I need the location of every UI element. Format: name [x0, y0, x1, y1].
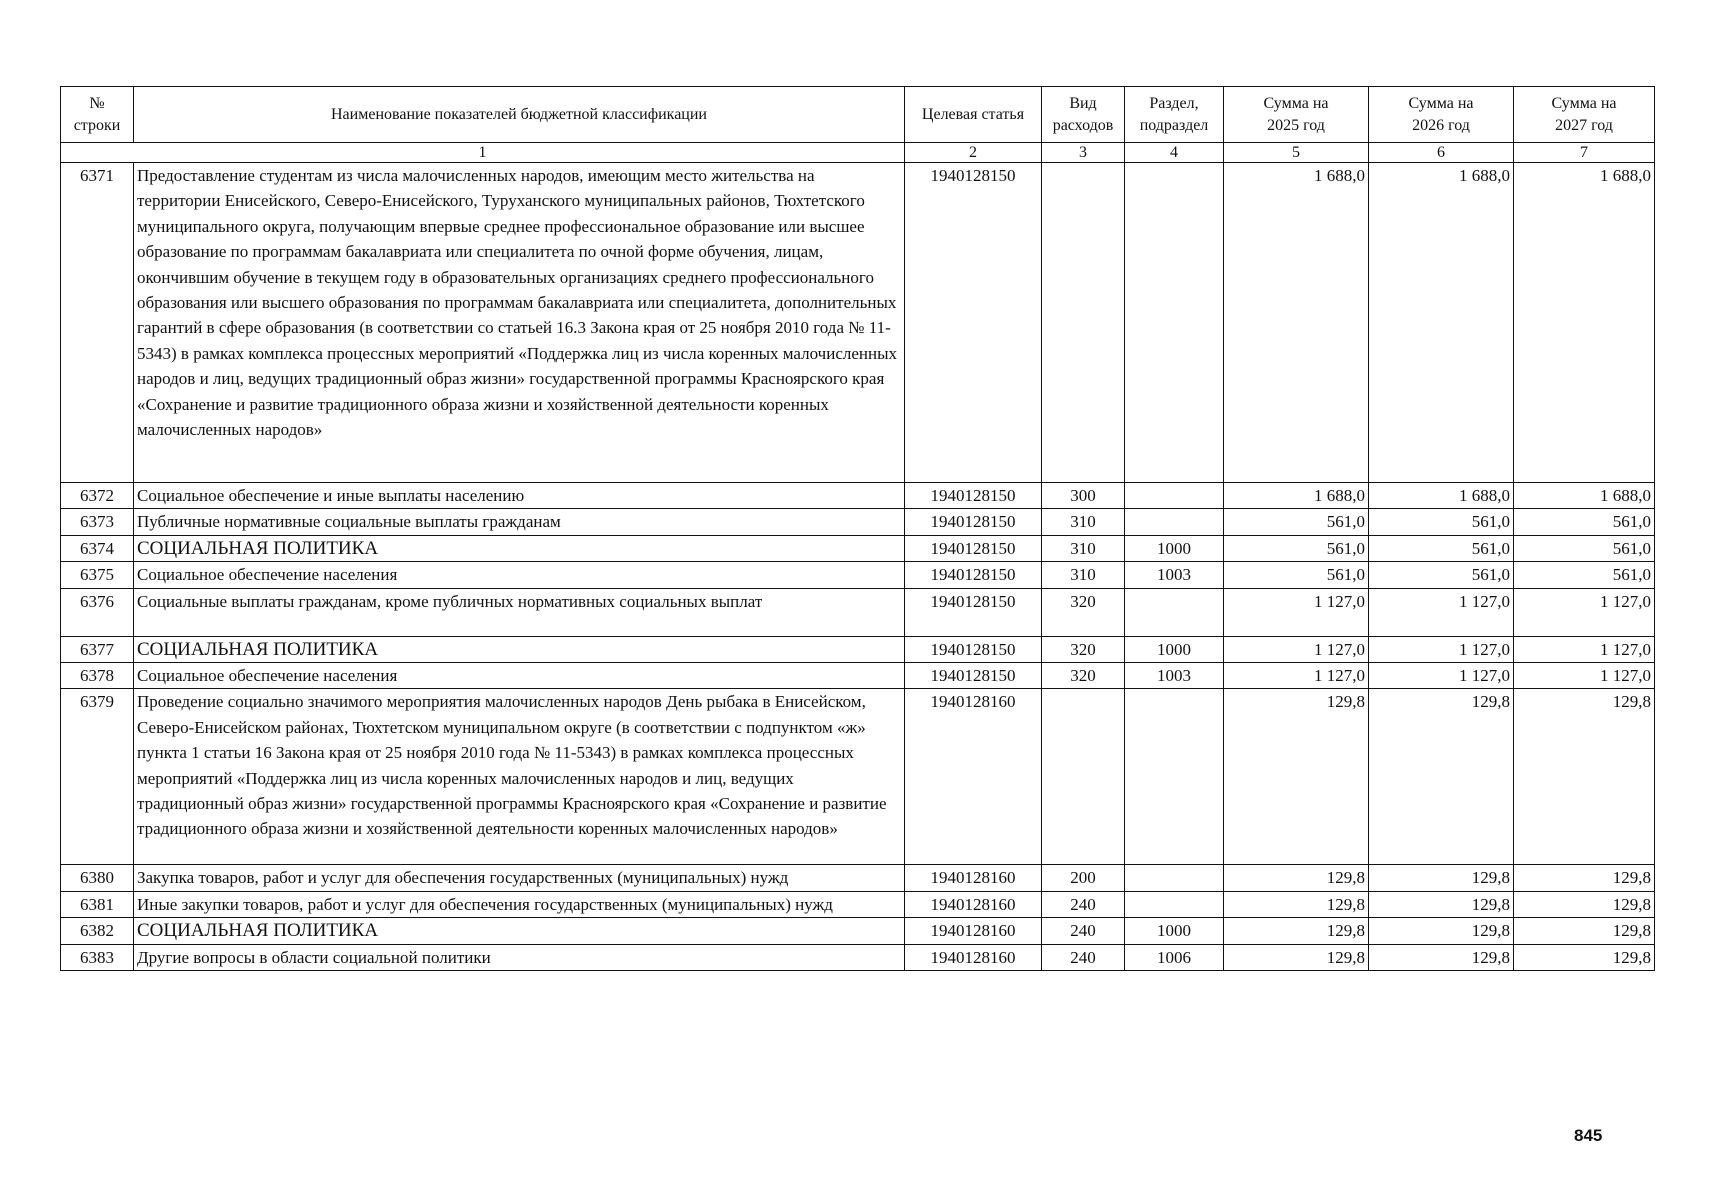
row-target: 1940128160 — [905, 865, 1042, 891]
row-sum-2026: 1 688,0 — [1369, 163, 1514, 483]
row-sum-2027: 129,8 — [1514, 918, 1655, 944]
header-expense-type: Вид расходов — [1042, 87, 1125, 143]
header-sum-2027: Сумма на 2027 год — [1514, 87, 1655, 143]
row-expense-type — [1042, 689, 1125, 865]
row-sum-2027: 1 127,0 — [1514, 663, 1655, 689]
row-sum-2026: 129,8 — [1369, 944, 1514, 970]
table-row — [61, 891, 1655, 917]
table-row — [61, 163, 1655, 483]
row-target: 1940128150 — [905, 163, 1042, 483]
row-expense-type: 320 — [1042, 663, 1125, 689]
col-number: 3 — [1042, 143, 1125, 163]
table-row — [61, 689, 1655, 865]
col-number: 6 — [1369, 143, 1514, 163]
row-sum-2027: 561,0 — [1514, 535, 1655, 561]
header-section: Раздел, подраздел — [1125, 87, 1224, 143]
row-name: Иные закупки товаров, работ и услуг для обеспечения государственных (муниципальных) нужд — [134, 891, 905, 917]
row-target: 1940128160 — [905, 891, 1042, 917]
row-name: Публичные нормативные социальные выплаты гражданам — [134, 509, 905, 535]
row-sum-2026: 561,0 — [1369, 535, 1514, 561]
row-sum-2027: 1 688,0 — [1514, 483, 1655, 509]
row-expense-type: 200 — [1042, 865, 1125, 891]
header-sum-2025: Сумма на 2025 год — [1224, 87, 1369, 143]
row-sum-2025: 129,8 — [1224, 865, 1369, 891]
row-section — [1125, 509, 1224, 535]
row-number: 6381 — [61, 891, 134, 917]
row-section: 1006 — [1125, 944, 1224, 970]
row-expense-type: 310 — [1042, 562, 1125, 588]
row-target: 1940128160 — [905, 918, 1042, 944]
row-target: 1940128160 — [905, 944, 1042, 970]
row-name: Предоставление студентам из числа малочисленных народов, имеющим место жительства на территории Енисейского, Северо-Енисейского, Туруханского муниципальных районов, Тюхтетского муниципального округа, получающим впервые среднее профессиональное образование или высшее образование по программам бакалавриата или специалитета по очной форме обучения, лицам, окончившим обучение в текущем году в образовательных организациях среднего профессионального образования или высшего образования по программам бакалавриата или специалитета, дополнительных гарантий в сфере образования (в соответствии со статьей 16.3 Закона края от 25 ноября 2010 года № 11-5343) в рамках комплекса процессных мероприятий «Поддержка лиц из числа коренных малочисленных народов и лиц, ведущих традиционный образ жизни» государственной программы Красноярского края «Сохранение и развитие традиционного образа жизни и хозяйственной деятельности коренных малочисленных народов» — [134, 163, 905, 483]
row-expense-type: 240 — [1042, 944, 1125, 970]
row-sum-2026: 129,8 — [1369, 689, 1514, 865]
row-target: 1940128150 — [905, 483, 1042, 509]
row-sum-2025: 129,8 — [1224, 891, 1369, 917]
row-expense-type: 310 — [1042, 535, 1125, 561]
row-section — [1125, 163, 1224, 483]
row-target: 1940128150 — [905, 509, 1042, 535]
header-sum-2026: Сумма на 2026 год — [1369, 87, 1514, 143]
row-name: Социальное обеспечение населения — [134, 562, 905, 588]
row-name: Другие вопросы в области социальной политики — [134, 944, 905, 970]
row-section — [1125, 689, 1224, 865]
row-expense-type: 320 — [1042, 636, 1125, 662]
row-sum-2027: 561,0 — [1514, 562, 1655, 588]
header-row-no: № строки — [61, 87, 134, 143]
row-sum-2025: 129,8 — [1224, 944, 1369, 970]
row-section — [1125, 588, 1224, 636]
row-name: СОЦИАЛЬНАЯ ПОЛИТИКА — [134, 918, 905, 944]
row-section — [1125, 865, 1224, 891]
row-section — [1125, 483, 1224, 509]
row-name: Закупка товаров, работ и услуг для обеспечения государственных (муниципальных) нужд — [134, 865, 905, 891]
row-sum-2025: 1 127,0 — [1224, 636, 1369, 662]
column-number-row — [61, 143, 1655, 163]
row-number: 6378 — [61, 663, 134, 689]
row-sum-2027: 129,8 — [1514, 865, 1655, 891]
row-target: 1940128150 — [905, 588, 1042, 636]
row-sum-2025: 1 688,0 — [1224, 483, 1369, 509]
row-number: 6373 — [61, 509, 134, 535]
row-sum-2026: 1 127,0 — [1369, 636, 1514, 662]
col-number: 5 — [1224, 143, 1369, 163]
row-name: Социальные выплаты гражданам, кроме публичных нормативных социальных выплат — [134, 588, 905, 636]
table-row — [61, 588, 1655, 636]
row-number: 6376 — [61, 588, 134, 636]
row-expense-type: 240 — [1042, 891, 1125, 917]
row-expense-type — [1042, 163, 1125, 483]
row-number: 6382 — [61, 918, 134, 944]
row-expense-type: 320 — [1042, 588, 1125, 636]
table-row — [61, 483, 1655, 509]
row-target: 1940128150 — [905, 562, 1042, 588]
header-name: Наименование показателей бюджетной классификации — [134, 87, 905, 143]
table-row — [61, 663, 1655, 689]
row-sum-2026: 1 688,0 — [1369, 483, 1514, 509]
row-name: Социальное обеспечение населения — [134, 663, 905, 689]
header-target: Целевая статья — [905, 87, 1042, 143]
row-sum-2025: 1 127,0 — [1224, 588, 1369, 636]
row-sum-2025: 129,8 — [1224, 689, 1369, 865]
table-row — [61, 509, 1655, 535]
row-name: Проведение социально значимого мероприятия малочисленных народов День рыбака в Енисейском, Северо-Енисейском районах, Тюхтетском муниципальном округе (в соответствии с подпунктом «ж» пункта 1 статьи 16 Закона края от 25 ноября 2010 года № 11-5343) в рамках комплекса процессных мероприятий «Поддержка лиц из числа коренных малочисленных народов и лиц, ведущих традиционный образ жизни» государственной программы Красноярского края «Сохранение и развитие традиционного образа жизни и хозяйственной деятельности коренных малочисленных народов» — [134, 689, 905, 865]
header-row — [61, 87, 1655, 143]
budget-table — [60, 86, 1655, 971]
col-number: 1 — [61, 143, 905, 163]
table-body — [61, 163, 1655, 971]
row-sum-2025: 1 688,0 — [1224, 163, 1369, 483]
row-sum-2027: 129,8 — [1514, 944, 1655, 970]
row-expense-type: 300 — [1042, 483, 1125, 509]
table-row — [61, 562, 1655, 588]
row-section: 1003 — [1125, 562, 1224, 588]
table-row — [61, 918, 1655, 944]
row-section: 1000 — [1125, 535, 1224, 561]
row-number: 6375 — [61, 562, 134, 588]
row-sum-2027: 129,8 — [1514, 891, 1655, 917]
row-sum-2025: 129,8 — [1224, 918, 1369, 944]
row-sum-2026: 129,8 — [1369, 865, 1514, 891]
row-sum-2025: 561,0 — [1224, 535, 1369, 561]
col-number: 4 — [1125, 143, 1224, 163]
row-number: 6380 — [61, 865, 134, 891]
row-expense-type: 240 — [1042, 918, 1125, 944]
table-row — [61, 636, 1655, 662]
row-target: 1940128150 — [905, 636, 1042, 662]
row-sum-2027: 1 127,0 — [1514, 588, 1655, 636]
row-number: 6374 — [61, 535, 134, 561]
table-row — [61, 535, 1655, 561]
table-row — [61, 944, 1655, 970]
row-section: 1003 — [1125, 663, 1224, 689]
row-sum-2026: 1 127,0 — [1369, 663, 1514, 689]
row-number: 6379 — [61, 689, 134, 865]
row-sum-2026: 1 127,0 — [1369, 588, 1514, 636]
row-name: Социальное обеспечение и иные выплаты населению — [134, 483, 905, 509]
row-number: 6383 — [61, 944, 134, 970]
col-number: 2 — [905, 143, 1042, 163]
row-sum-2027: 1 127,0 — [1514, 636, 1655, 662]
row-sum-2026: 129,8 — [1369, 918, 1514, 944]
row-sum-2025: 561,0 — [1224, 562, 1369, 588]
row-number: 6371 — [61, 163, 134, 483]
row-target: 1940128150 — [905, 535, 1042, 561]
row-number: 6377 — [61, 636, 134, 662]
row-sum-2026: 129,8 — [1369, 891, 1514, 917]
row-section: 1000 — [1125, 918, 1224, 944]
row-sum-2025: 1 127,0 — [1224, 663, 1369, 689]
row-sum-2027: 561,0 — [1514, 509, 1655, 535]
table-row — [61, 865, 1655, 891]
row-target: 1940128150 — [905, 663, 1042, 689]
row-sum-2027: 1 688,0 — [1514, 163, 1655, 483]
row-sum-2026: 561,0 — [1369, 509, 1514, 535]
page-number: 845 — [1574, 1126, 1603, 1145]
col-number: 7 — [1514, 143, 1655, 163]
row-sum-2025: 561,0 — [1224, 509, 1369, 535]
row-target: 1940128160 — [905, 689, 1042, 865]
row-sum-2026: 561,0 — [1369, 562, 1514, 588]
row-name: СОЦИАЛЬНАЯ ПОЛИТИКА — [134, 636, 905, 662]
row-sum-2027: 129,8 — [1514, 689, 1655, 865]
row-name: СОЦИАЛЬНАЯ ПОЛИТИКА — [134, 535, 905, 561]
row-section: 1000 — [1125, 636, 1224, 662]
row-section — [1125, 891, 1224, 917]
row-expense-type: 310 — [1042, 509, 1125, 535]
row-number: 6372 — [61, 483, 134, 509]
